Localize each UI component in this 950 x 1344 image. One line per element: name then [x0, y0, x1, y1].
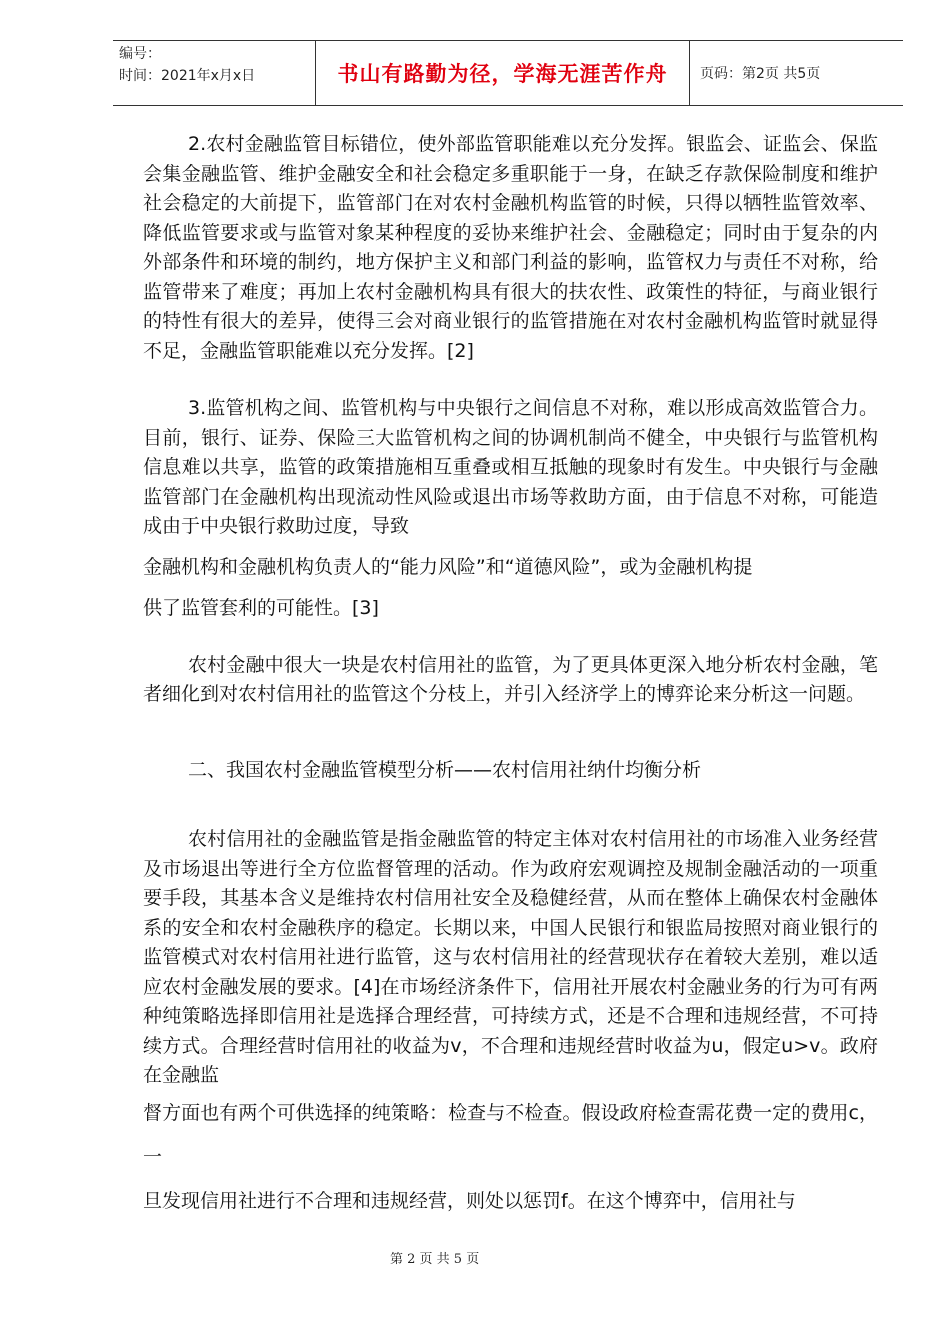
document-body	[143, 130, 878, 1223]
serial-number-label: 编号：	[119, 46, 161, 62]
paragraph-2	[143, 394, 878, 623]
header-meta	[113, 41, 316, 105]
paragraph-4-line-c: 旦发现信用社进行不合理和违规经营，则处以惩罚f。在这个博弈中，信用社与	[143, 1189, 796, 1212]
time-label: 时间：2021年x月x日	[119, 68, 256, 84]
paragraph-4: 农村信用社的金融监管是指金融监管的特定主体对农村信用社的市场准入业务经营及市场退出等进行全方位监督管理的活动。作为政府宏观调控及规制金融活动的一项重要手段，其基本含义是维持农村信用社安全及稳健经营，从而在整体上确保农村金融体系的安全和农村金融秩序的稳定。长期以来，中国人民银行和银监局按照对商业银行的监管模式对农村信用社进行监管，这与农村信用社的经营现状存在着较大差别，难以适应农村金融发展的要求。[4]在市场经济条件下，信用社开展农村金融业务的行为可有两种纯策略选择即信用社是选择合理经营，可持续方式，还是不合理和违规经营，不可持续方式。合理经营时信用社的收益为v，不合理和违规经营时收益为u，假定u>v。政府在金融监	[143, 828, 878, 1086]
paragraph-1: 2.农村金融监管目标错位，使外部监管职能难以充分发挥。银监会、证监会、保监会集金融监管、维护金融安全和社会稳定多重职能于一身，在缺乏存款保险制度和维护社会稳定的大前提下，监管部门在对农村金融机构监管的时候，只得以牺牲监管效率、降低监管要求或与监管对象某种程度的妥协来维护社会、金融稳定；同时由于复杂的内外部条件和环境的制约，地方保护主义和部门利益的影响，监管权力与责任不对称，给监管带来了难度；再加上农村金融机构具有很大的扶农性、政策性的特征，与商业银行的特性有很大的差异，使得三会对商业银行的监管措施在对农村金融机构监管时就显得不足，金融监管职能难以充分发挥。[2]	[143, 133, 878, 362]
header-page-info: 页码：第2页 共5页	[700, 66, 821, 82]
page-header	[113, 40, 903, 106]
page-footer: 第 2 页 共 5 页	[390, 1252, 480, 1267]
header-motto: 书山有路勤为径，学海无涯苦作舟	[316, 41, 690, 105]
paragraph-2-part-c: 供了监管套利的可能性。[3]	[143, 596, 379, 619]
paragraph-2-part-b: 金融机构和金融机构负责人的“能力风险”和“道德风险”，或为金融机构提	[143, 555, 753, 578]
paragraph-4-line-b: 督方面也有两个可供选择的纯策略：检查与不检查。假设政府检查需花费一定的费用c，一	[143, 1101, 878, 1168]
paragraph-2-part-a: 3.监管机构之间、监管机构与中央银行之间信息不对称，难以形成高效监管合力。目前，银行、证券、保险三大监管机构之间的协调机制尚不健全，中央银行与监管机构信息难以共享，监管的政策措施相互重叠或相互抵触的现象时有发生。中央银行与金融监管部门在金融机构出现流动性风险或退出市场等救助方面，由于信息不对称，可能造成由于中央银行救助过度，导致	[143, 397, 878, 537]
section-title: 二、我国农村金融监管模型分析——农村信用社纳什均衡分析	[188, 758, 702, 781]
paragraph-3: 农村金融中很大一块是农村信用社的监管，为了更具体更深入地分析农村金融，笔者细化到对农村信用社的监管这个分枝上，并引入经济学上的博弈论来分析这一问题。	[143, 653, 878, 705]
